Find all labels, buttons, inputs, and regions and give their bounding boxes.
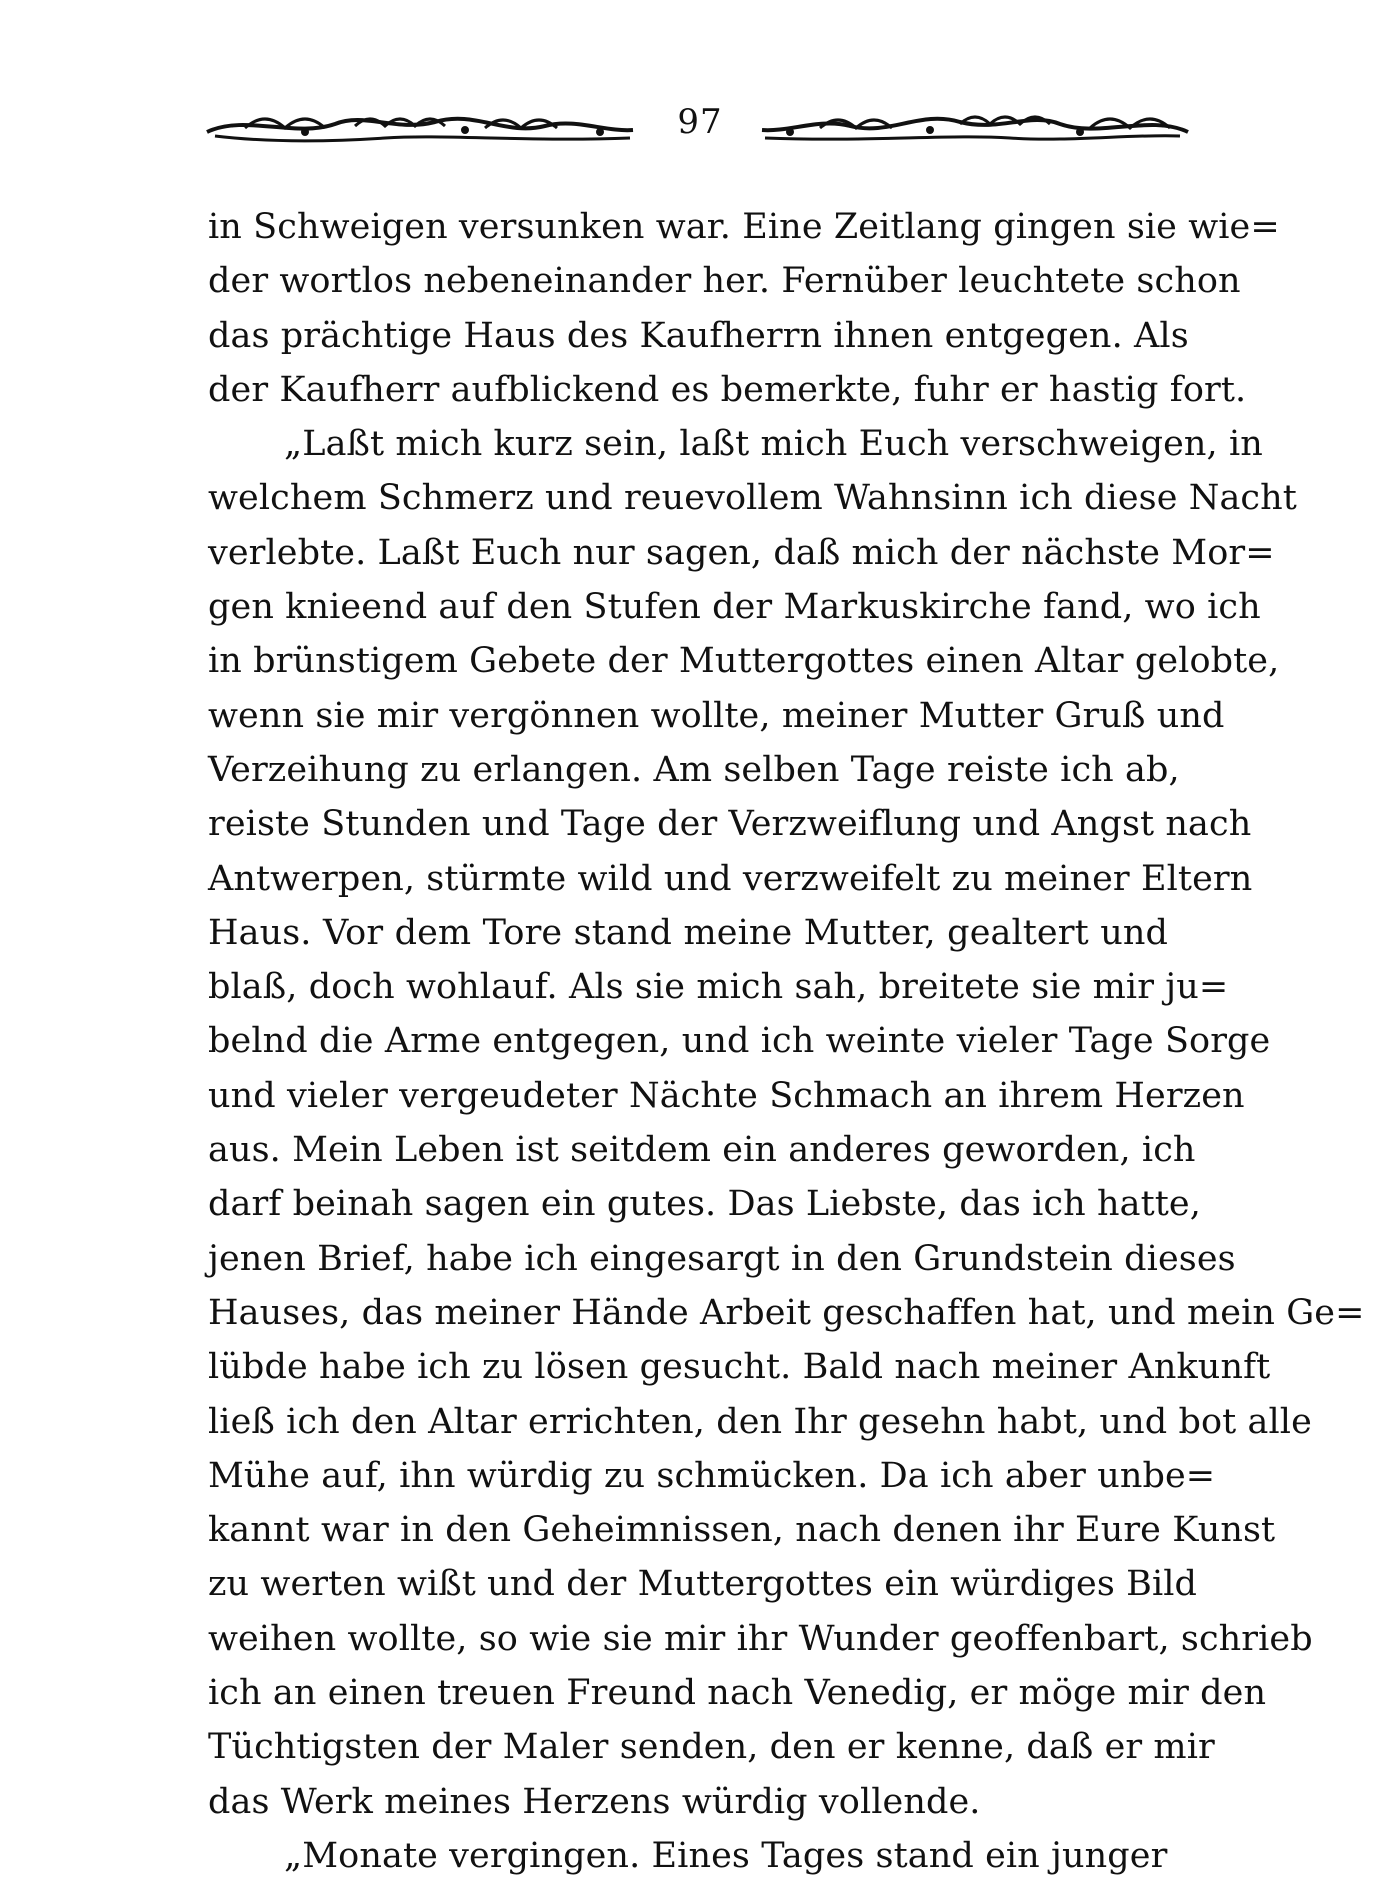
text-line: Hauses, das meiner Hände Arbeit geschaffen hat, und mein Ge=	[208, 1292, 1365, 1333]
text-line: Tüchtigsten der Maler senden, den er kenne, daß er mir	[208, 1727, 1215, 1768]
text-line: aus. Mein Leben ist seitdem ein anderes geworden, ich	[208, 1130, 1196, 1171]
text-line: kannt war in den Geheimnissen, nach denen ihr Eure Kunst	[208, 1510, 1276, 1551]
page-number: 97	[677, 102, 723, 142]
right-ornament-icon	[760, 102, 1190, 150]
text-line: weihen wollte, so wie sie mir ihr Wunder geoffenbart, schrieb	[208, 1618, 1313, 1659]
text-line: das prächtige Haus des Kaufherrn ihnen entgegen. Als	[208, 315, 1189, 356]
text-line: reiste Stunden und Tage der Verzweiflung und Angst nach	[208, 804, 1252, 845]
text-line: in Schweigen versunken war. Eine Zeitlang gingen sie wie=	[208, 207, 1280, 247]
text-line: wenn sie mir vergönnen wollte, meiner Mutter Gruß und	[208, 695, 1225, 736]
text-line: welchem Schmerz und reuevollem Wahnsinn ich diese Nacht	[208, 478, 1297, 519]
text-line: das Werk meines Herzens würdig vollende.	[208, 1781, 981, 1822]
text-line: Mühe auf, ihn würdig zu schmücken. Da ich aber unbe=	[208, 1455, 1216, 1496]
text-line: blaß, doch wohlauf. Als sie mich sah, breitete sie mir ju=	[208, 967, 1229, 1008]
text-line: der wortlos nebeneinander her. Fernüber leuchtete schon	[208, 261, 1241, 302]
text-line: zu werten wißt und der Muttergottes ein würdiges Bild	[208, 1564, 1198, 1605]
text-line: Antwerpen, stürmte wild und verzweifelt zu meiner Eltern	[208, 858, 1253, 899]
text-line: und vieler vergeudeter Nächte Schmach an ihrem Herzen	[208, 1075, 1245, 1116]
text-line: verlebte. Laßt Euch nur sagen, daß mich der nächste Mor=	[208, 532, 1275, 573]
text-line: Haus. Vor dem Tore stand meine Mutter, gealtert und	[208, 912, 1168, 953]
text-line: „Monate vergingen. Eines Tages stand ein junger	[284, 1835, 1168, 1876]
text-line: der Kaufherr aufblickend es bemerkte, fuhr er hastig fort.	[208, 369, 1247, 410]
text-line: lübde habe ich zu lösen gesucht. Bald nach meiner Ankunft	[208, 1347, 1271, 1388]
text-line: belnd die Arme entgegen, und ich weinte vieler Tage Sorge	[208, 1021, 1271, 1062]
text-line: ließ ich den Altar errichten, den Ihr gesehn habt, und bot alle	[208, 1401, 1312, 1442]
text-line: „Laßt mich kurz sein, laßt mich Euch verschweigen, in	[284, 424, 1263, 465]
text-line: in brünstigem Gebete der Muttergottes einen Altar gelobte,	[208, 641, 1280, 682]
text-line: darf beinah sagen ein gutes. Das Liebste, das ich hatte,	[208, 1184, 1201, 1225]
page-header	[205, 96, 1195, 156]
left-ornament-icon	[205, 102, 635, 150]
text-line: jenen Brief, habe ich eingesargt in den Grundstein dieses	[208, 1238, 1236, 1279]
text-line: Verzeihung zu erlangen. Am selben Tage reiste ich ab,	[208, 749, 1180, 790]
page-text	[208, 200, 1365, 1883]
text-line: gen knieend auf den Stufen der Markuskirche fand, wo ich	[208, 587, 1261, 628]
text-line: ich an einen treuen Freund nach Venedig, er möge mir den	[208, 1673, 1267, 1714]
